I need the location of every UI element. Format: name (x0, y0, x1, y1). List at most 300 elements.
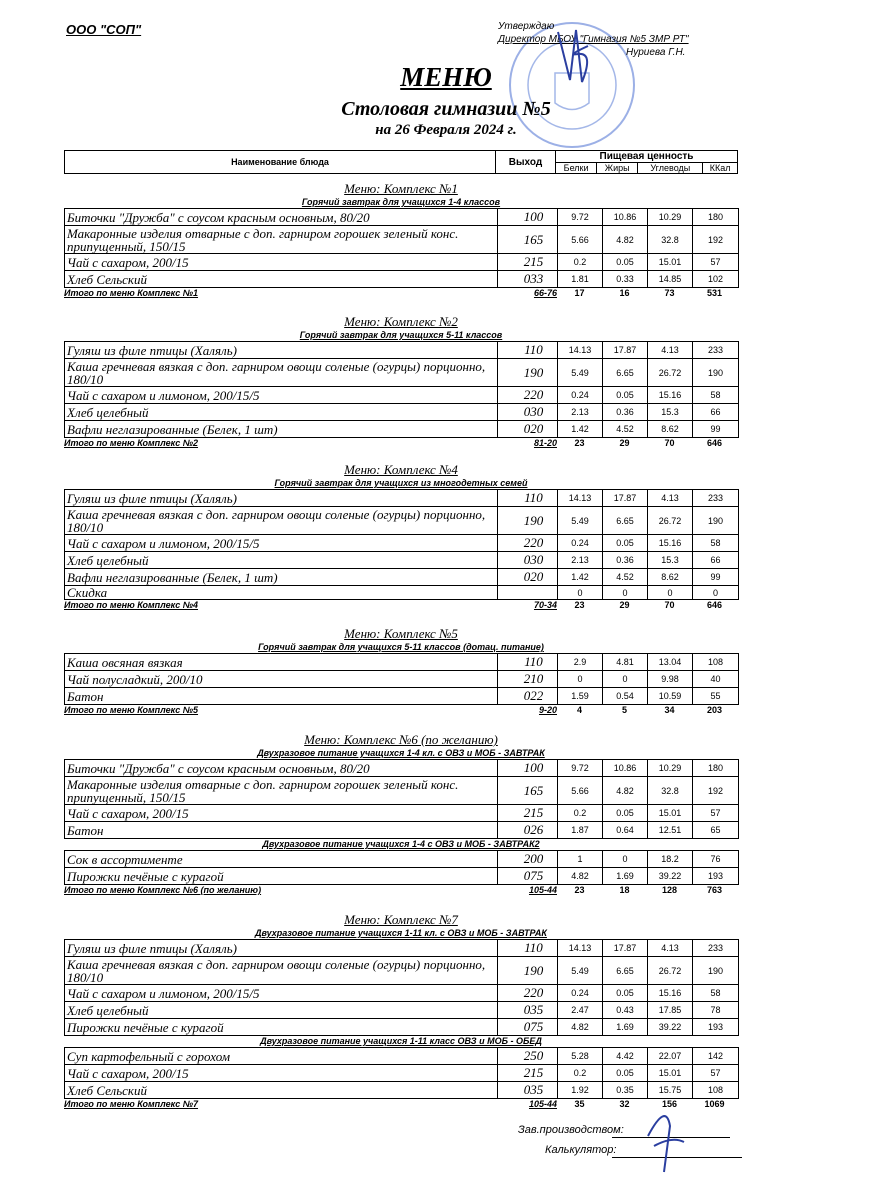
table-row (65, 271, 739, 288)
dish-name: Хлеб Сельский (65, 1082, 498, 1099)
table-row (65, 688, 739, 705)
dish-fats: 0.33 (603, 271, 648, 288)
dish-proteins: 2.9 (558, 654, 603, 671)
dish-proteins: 2.47 (558, 1002, 603, 1019)
table-row (65, 552, 739, 569)
dish-proteins: 1.59 (558, 688, 603, 705)
total-fats: 29 (619, 438, 630, 448)
dish-output: 033 (498, 271, 558, 288)
dish-fats: 0.05 (603, 387, 648, 404)
table-row (65, 535, 739, 552)
section-total (64, 438, 738, 451)
table-row (65, 569, 739, 586)
total-kcal: 1069 (704, 1099, 725, 1109)
dish-output (498, 586, 558, 600)
dish-kcal: 0 (693, 586, 739, 600)
dish-output: 110 (498, 490, 558, 507)
dish-fats: 4.82 (603, 777, 648, 805)
table-row (65, 1082, 739, 1099)
dish-carbs: 13.04 (648, 654, 693, 671)
table-row (65, 342, 739, 359)
table-row (65, 1048, 739, 1065)
section-total (64, 885, 738, 898)
dish-output: 200 (498, 851, 558, 868)
dish-fats: 17.87 (603, 940, 648, 957)
dish-proteins: 5.66 (558, 226, 603, 254)
total-output: 9-20 (538, 705, 557, 715)
dish-kcal: 76 (693, 851, 739, 868)
total-carbs: 156 (661, 1099, 678, 1109)
dish-name: Пирожки печёные с курагой (65, 1019, 498, 1036)
dish-carbs: 15.16 (648, 387, 693, 404)
total-fats: 16 (619, 288, 630, 298)
table-row (65, 254, 739, 271)
total-fats: 32 (619, 1099, 630, 1109)
dish-output: 190 (498, 507, 558, 535)
group-subtitle: Двухразовое питание учащихся 1-4 с ОВЗ и МОБ - ЗАВТРАК2 (262, 839, 540, 849)
dish-fats: 6.65 (603, 507, 648, 535)
dish-kcal: 233 (693, 940, 739, 957)
dish-output: 026 (498, 822, 558, 839)
dish-proteins: 14.13 (558, 490, 603, 507)
group-subtitle: Горячий завтрак для учащихся 1-4 классов (301, 197, 501, 207)
group-subtitle: Горячий завтрак для учащихся 5-11 классов (299, 330, 503, 340)
dish-fats: 0.36 (603, 552, 648, 569)
table-row (65, 851, 739, 868)
col-nutrition: Пищевая ценность (556, 151, 738, 163)
dish-kcal: 58 (693, 387, 739, 404)
section-total (64, 600, 738, 613)
dish-fats: 0 (603, 671, 648, 688)
col-kcal: ККал (703, 163, 738, 174)
approval-title: Утверждаю (498, 21, 555, 32)
section-title: Меню: Комплекс №5 (344, 626, 458, 641)
dish-kcal: 190 (693, 957, 739, 985)
dish-fats: 0.64 (603, 822, 648, 839)
dish-carbs: 26.72 (648, 957, 693, 985)
dish-fats: 6.65 (603, 957, 648, 985)
dish-kcal: 78 (693, 1002, 739, 1019)
dish-carbs: 15.16 (648, 535, 693, 552)
dish-fats: 0.05 (603, 985, 648, 1002)
dish-name: Скидка (65, 586, 498, 600)
table-row (65, 1065, 739, 1082)
table-row (65, 940, 739, 957)
total-kcal: 531 (706, 288, 723, 298)
dish-name: Чай полусладкий, 200/10 (65, 671, 498, 688)
dish-carbs: 15.75 (648, 1082, 693, 1099)
dish-name: Чай с сахаром и лимоном, 200/15/5 (65, 985, 498, 1002)
total-label: Итого по меню Комплекс №6 (по желанию) (64, 885, 262, 895)
total-fats: 5 (621, 705, 627, 715)
dish-output: 020 (498, 569, 558, 586)
dish-name: Чай с сахаром, 200/15 (65, 805, 498, 822)
dish-proteins: 1.42 (558, 569, 603, 586)
table-row (65, 868, 739, 885)
dish-output: 022 (498, 688, 558, 705)
total-output: 70-34 (533, 600, 557, 610)
dish-name: Вафли неглазированные (Белек, 1 шт) (65, 421, 498, 438)
dish-output: 030 (498, 404, 558, 421)
dish-name: Биточки "Дружба" с соусом красным основным, 80/20 (65, 760, 498, 777)
dish-kcal: 192 (693, 777, 739, 805)
table-row (65, 586, 739, 600)
dish-output: 110 (498, 654, 558, 671)
dish-proteins: 4.82 (558, 1019, 603, 1036)
total-proteins: 23 (574, 600, 585, 610)
dish-output: 165 (498, 226, 558, 254)
table-row (65, 1019, 739, 1036)
col-carbs: Углеводы (638, 163, 703, 174)
section-total (64, 1099, 738, 1112)
dish-fats: 10.86 (603, 209, 648, 226)
dish-name: Каша овсяная вязкая (65, 654, 498, 671)
dish-table (64, 939, 739, 1036)
table-row (65, 654, 739, 671)
dish-fats: 0.35 (603, 1082, 648, 1099)
dish-name: Суп картофельный с горохом (65, 1048, 498, 1065)
total-kcal: 646 (706, 438, 723, 448)
menu-section (64, 461, 738, 613)
dish-carbs: 17.85 (648, 1002, 693, 1019)
table-row (65, 760, 739, 777)
dish-kcal: 57 (693, 805, 739, 822)
total-kcal: 203 (706, 705, 723, 715)
dish-proteins: 1 (558, 851, 603, 868)
dish-fats: 4.52 (603, 569, 648, 586)
total-proteins: 35 (574, 1099, 585, 1109)
total-label: Итого по меню Комплекс №1 (64, 288, 199, 298)
dish-carbs: 15.01 (648, 254, 693, 271)
dish-carbs: 9.98 (648, 671, 693, 688)
dish-output: 190 (498, 359, 558, 387)
dish-carbs: 15.16 (648, 985, 693, 1002)
dish-kcal: 55 (693, 688, 739, 705)
dish-fats: 0.43 (603, 1002, 648, 1019)
dish-carbs: 10.29 (648, 760, 693, 777)
total-fats: 29 (619, 600, 630, 610)
dish-fats: 0.05 (603, 1065, 648, 1082)
dish-table (64, 653, 739, 705)
dish-name: Макаронные изделия отварные с доп. гарниром горошек зеленый конс. припущенный, 150/15 (65, 226, 498, 254)
section-total (64, 705, 738, 718)
dish-name: Чай с сахаром и лимоном, 200/15/5 (65, 535, 498, 552)
dish-table (64, 208, 739, 288)
dish-proteins: 0.24 (558, 387, 603, 404)
dish-proteins: 1.42 (558, 421, 603, 438)
approval-name: Нуриева Г.Н. (626, 47, 686, 58)
dish-kcal: 57 (693, 1065, 739, 1082)
total-proteins: 23 (574, 438, 585, 448)
dish-kcal: 108 (693, 654, 739, 671)
dish-output: 210 (498, 671, 558, 688)
dish-table (64, 489, 739, 600)
group-subtitle: Двухразовое питание учащихся 1-11 кл. с ОВЗ и МОБ - ЗАВТРАК (255, 928, 547, 938)
total-proteins: 17 (574, 288, 585, 298)
menu-section (64, 911, 738, 1112)
dish-output: 100 (498, 760, 558, 777)
dish-carbs: 39.22 (648, 1019, 693, 1036)
dish-carbs: 10.29 (648, 209, 693, 226)
production-signature-label: Зав.производством: (518, 1124, 624, 1136)
col-proteins: Белки (556, 163, 597, 174)
dish-output: 030 (498, 552, 558, 569)
dish-name: Хлеб Сельский (65, 271, 498, 288)
dish-kcal: 102 (693, 271, 739, 288)
dish-fats: 0.54 (603, 688, 648, 705)
dish-fats: 17.87 (603, 490, 648, 507)
section-total (64, 288, 738, 301)
dish-proteins: 9.72 (558, 760, 603, 777)
dish-name: Макаронные изделия отварные с доп. гарниром горошек зеленый конс. припущенный, 150/15 (65, 777, 498, 805)
dish-proteins: 0 (558, 671, 603, 688)
dish-fats: 4.42 (603, 1048, 648, 1065)
dish-output: 035 (498, 1002, 558, 1019)
dish-proteins: 0.2 (558, 1065, 603, 1082)
dish-output: 165 (498, 777, 558, 805)
group-subtitle: Двухразовое питание учащихся 1-4 кл. с ОВЗ и МОБ - ЗАВТРАК (257, 748, 545, 758)
total-kcal: 763 (706, 885, 723, 895)
total-carbs: 34 (664, 705, 675, 715)
dish-table (64, 1047, 739, 1099)
total-label: Итого по меню Комплекс №2 (64, 438, 199, 448)
table-row (65, 957, 739, 985)
dish-name: Вафли неглазированные (Белек, 1 шт) (65, 569, 498, 586)
dish-name: Батон (65, 688, 498, 705)
dish-table (64, 850, 739, 885)
dish-kcal: 192 (693, 226, 739, 254)
dish-name: Чай с сахаром, 200/15 (65, 1065, 498, 1082)
dish-carbs: 4.13 (648, 342, 693, 359)
menu-section (64, 313, 738, 451)
dish-fats: 0.36 (603, 404, 648, 421)
dish-proteins: 1.87 (558, 822, 603, 839)
menu-section (64, 731, 738, 898)
dish-name: Хлеб целебный (65, 1002, 498, 1019)
dish-output: 215 (498, 805, 558, 822)
group-subtitle: Двухразовое питание учащихся 1-11 класс ОВЗ и МОБ - ОБЕД (260, 1036, 542, 1046)
dish-name: Гуляш из филе птицы (Халяль) (65, 490, 498, 507)
dish-kcal: 99 (693, 421, 739, 438)
dish-fats: 0.05 (603, 254, 648, 271)
total-proteins: 4 (576, 705, 582, 715)
dish-kcal: 58 (693, 985, 739, 1002)
dish-name: Каша гречневая вязкая с доп. гарниром овощи соленые (огурцы) порционно, 180/10 (65, 359, 498, 387)
table-row (65, 209, 739, 226)
dish-proteins: 1.81 (558, 271, 603, 288)
group-subtitle: Горячий завтрак для учащихся 5-11 классов (дотац. питание) (258, 642, 544, 652)
dish-proteins: 5.49 (558, 359, 603, 387)
total-fats: 18 (619, 885, 630, 895)
dish-output: 110 (498, 342, 558, 359)
dish-kcal: 190 (693, 359, 739, 387)
dish-proteins: 0.2 (558, 805, 603, 822)
dish-carbs: 8.62 (648, 569, 693, 586)
dish-output: 100 (498, 209, 558, 226)
table-row (65, 226, 739, 254)
total-output: 66-76 (533, 288, 557, 298)
table-row (65, 805, 739, 822)
col-dish-name: Наименование блюда (65, 151, 496, 174)
table-row (65, 490, 739, 507)
dish-proteins: 1.92 (558, 1082, 603, 1099)
dish-output: 075 (498, 1019, 558, 1036)
dish-kcal: 233 (693, 490, 739, 507)
dish-carbs: 26.72 (648, 507, 693, 535)
total-kcal: 646 (706, 600, 723, 610)
dish-proteins: 4.82 (558, 868, 603, 885)
menu-section (64, 625, 738, 718)
dish-fats: 1.69 (603, 868, 648, 885)
dish-proteins: 5.66 (558, 777, 603, 805)
dish-name: Сок в ассортименте (65, 851, 498, 868)
dish-carbs: 22.07 (648, 1048, 693, 1065)
dish-kcal: 193 (693, 1019, 739, 1036)
dish-fats: 0 (603, 851, 648, 868)
dish-carbs: 14.85 (648, 271, 693, 288)
col-fats: Жиры (597, 163, 638, 174)
dish-kcal: 108 (693, 1082, 739, 1099)
table-row (65, 985, 739, 1002)
menu-date: на 26 Февраля 2024 г. (375, 122, 517, 138)
dish-kcal: 57 (693, 254, 739, 271)
dish-name: Хлеб целебный (65, 404, 498, 421)
dish-fats: 0 (603, 586, 648, 600)
section-title: Меню: Комплекс №2 (344, 314, 458, 329)
dish-carbs: 26.72 (648, 359, 693, 387)
dish-name: Батон (65, 822, 498, 839)
dish-kcal: 190 (693, 507, 739, 535)
dish-carbs: 15.01 (648, 1065, 693, 1082)
dish-kcal: 58 (693, 535, 739, 552)
dish-kcal: 40 (693, 671, 739, 688)
dish-carbs: 18.2 (648, 851, 693, 868)
total-label: Итого по меню Комплекс №7 (64, 1099, 199, 1109)
section-title: Меню: Комплекс №1 (344, 181, 458, 196)
total-carbs: 70 (664, 600, 675, 610)
dish-table (64, 759, 739, 839)
calculator-signature-label: Калькулятор: (545, 1144, 617, 1156)
dish-output: 110 (498, 940, 558, 957)
total-output: 105-44 (528, 885, 557, 895)
dish-output: 075 (498, 868, 558, 885)
dish-fats: 10.86 (603, 760, 648, 777)
total-output: 81-20 (533, 438, 557, 448)
dish-proteins: 0.2 (558, 254, 603, 271)
calculator-signature (640, 1096, 690, 1176)
total-label: Итого по меню Комплекс №4 (64, 600, 199, 610)
total-carbs: 70 (664, 438, 675, 448)
dish-fats: 1.69 (603, 1019, 648, 1036)
page-title: МЕНЮ (400, 62, 492, 92)
dish-carbs: 4.13 (648, 940, 693, 957)
dish-name: Пирожки печёные с курагой (65, 868, 498, 885)
table-row (65, 822, 739, 839)
total-proteins: 23 (574, 885, 585, 895)
dish-proteins: 5.49 (558, 507, 603, 535)
column-header (64, 150, 738, 174)
approval-director: Директор МБОУ "Гимназия №5 ЗМР РТ" (498, 34, 689, 45)
dish-proteins: 2.13 (558, 552, 603, 569)
dish-carbs: 12.51 (648, 822, 693, 839)
total-label: Итого по меню Комплекс №5 (64, 705, 199, 715)
dish-kcal: 180 (693, 209, 739, 226)
dish-carbs: 15.3 (648, 404, 693, 421)
group-subtitle: Горячий завтрак для учащихся из многодетных семей (274, 478, 528, 488)
total-output: 105-44 (528, 1099, 557, 1109)
approval-block (498, 20, 738, 59)
dish-carbs: 8.62 (648, 421, 693, 438)
dish-proteins: 0.24 (558, 535, 603, 552)
table-row (65, 387, 739, 404)
dish-name: Каша гречневая вязкая с доп. гарниром овощи соленые (огурцы) порционно, 180/10 (65, 507, 498, 535)
section-title: Меню: Комплекс №6 (по желанию) (304, 732, 498, 747)
dish-fats: 0.05 (603, 535, 648, 552)
table-row (65, 359, 739, 387)
dish-fats: 4.52 (603, 421, 648, 438)
total-carbs: 73 (664, 288, 675, 298)
table-row (65, 421, 739, 438)
dish-fats: 17.87 (603, 342, 648, 359)
dish-fats: 4.82 (603, 226, 648, 254)
dish-kcal: 193 (693, 868, 739, 885)
dish-proteins: 9.72 (558, 209, 603, 226)
dish-output: 215 (498, 1065, 558, 1082)
dish-output: 190 (498, 957, 558, 985)
dish-proteins: 14.13 (558, 940, 603, 957)
page-subtitle: Столовая гимназии №5 (341, 98, 551, 120)
dish-carbs: 10.59 (648, 688, 693, 705)
dish-proteins: 5.28 (558, 1048, 603, 1065)
dish-carbs: 4.13 (648, 490, 693, 507)
dish-output: 250 (498, 1048, 558, 1065)
organization-name: ООО "СОП" (66, 22, 142, 37)
table-row (65, 404, 739, 421)
dish-proteins: 0.24 (558, 985, 603, 1002)
col-output: Выход (496, 151, 556, 174)
dish-output: 035 (498, 1082, 558, 1099)
dish-proteins: 5.49 (558, 957, 603, 985)
section-title: Меню: Комплекс №4 (344, 462, 458, 477)
table-row (65, 507, 739, 535)
table-row (65, 1002, 739, 1019)
dish-kcal: 142 (693, 1048, 739, 1065)
dish-proteins: 0 (558, 586, 603, 600)
dish-output: 020 (498, 421, 558, 438)
dish-table (64, 341, 739, 438)
total-carbs: 128 (661, 885, 678, 895)
dish-name: Чай с сахаром и лимоном, 200/15/5 (65, 387, 498, 404)
table-row (65, 777, 739, 805)
dish-name: Хлеб целебный (65, 552, 498, 569)
dish-kcal: 233 (693, 342, 739, 359)
dish-fats: 6.65 (603, 359, 648, 387)
dish-fats: 0.05 (603, 805, 648, 822)
menu-section (64, 180, 738, 301)
dish-kcal: 65 (693, 822, 739, 839)
dish-kcal: 180 (693, 760, 739, 777)
dish-carbs: 32.8 (648, 777, 693, 805)
dish-output: 220 (498, 387, 558, 404)
dish-name: Чай с сахаром, 200/15 (65, 254, 498, 271)
dish-carbs: 15.3 (648, 552, 693, 569)
dish-name: Гуляш из филе птицы (Халяль) (65, 940, 498, 957)
dish-kcal: 99 (693, 569, 739, 586)
dish-fats: 4.81 (603, 654, 648, 671)
dish-output: 215 (498, 254, 558, 271)
dish-output: 220 (498, 535, 558, 552)
dish-output: 220 (498, 985, 558, 1002)
